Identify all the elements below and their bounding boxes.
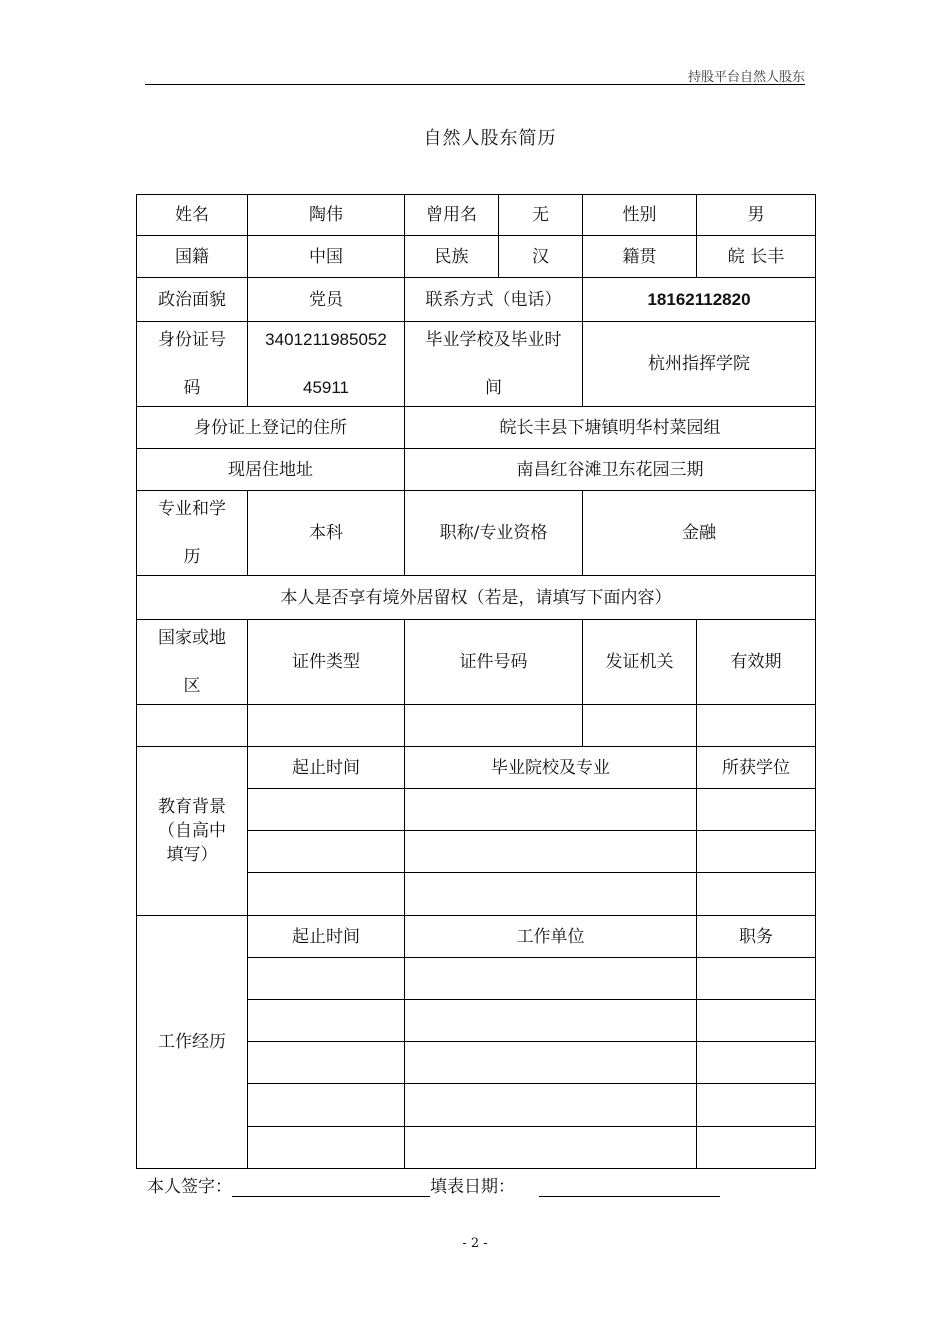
major-label-line2: 历 (183, 547, 201, 567)
empty-cell[interactable] (137, 705, 248, 747)
empty-cell[interactable] (248, 1127, 405, 1169)
school-label (405, 322, 583, 407)
empty-cell[interactable] (405, 1127, 697, 1169)
fill-date-label: 填表日期： (430, 1177, 515, 1197)
issuer-label: 发证机关 (583, 620, 697, 705)
empty-cell[interactable] (405, 1000, 697, 1042)
empty-cell[interactable] (697, 873, 816, 916)
nationality-label: 国籍 (137, 236, 248, 278)
origin-value: 皖 长丰 (697, 236, 816, 278)
document-title: 自然人股东简历 (423, 128, 557, 149)
page-number: - 2 - (462, 1236, 488, 1251)
resume-form (136, 194, 816, 1169)
residence-question: 本人是否享有境外居留权（若是，请填写下面内容） (137, 576, 816, 620)
education-period-header: 起止时间 (248, 747, 405, 789)
education-label-line3: 填写） (166, 845, 218, 865)
cert-type-label: 证件类型 (248, 620, 405, 705)
row-current-address (137, 449, 816, 491)
registered-address-value: 皖长丰县下塘镇明华村菜园组 (405, 407, 816, 449)
country-label-line2: 区 (183, 676, 201, 696)
row-basic-1 (137, 195, 816, 236)
empty-cell[interactable] (405, 958, 697, 1000)
empty-cell[interactable] (248, 789, 405, 831)
id-label (137, 322, 248, 407)
empty-cell[interactable] (248, 831, 405, 873)
school-value: 杭州指挥学院 (583, 322, 816, 407)
current-address-label: 现居住地址 (137, 449, 405, 491)
empty-cell[interactable] (697, 705, 816, 747)
empty-cell[interactable] (405, 1042, 697, 1084)
validity-label: 有效期 (697, 620, 816, 705)
signature-line (147, 1172, 720, 1197)
education-school-header: 毕业院校及专业 (405, 747, 697, 789)
registered-address-label: 身份证上登记的住所 (137, 407, 405, 449)
empty-cell[interactable] (697, 831, 816, 873)
row-residence-question (137, 576, 816, 620)
empty-cell[interactable] (697, 1127, 816, 1169)
former-name-label: 曾用名 (405, 195, 499, 236)
country-label (137, 620, 248, 705)
education-label-line2: （自高中 (158, 821, 226, 841)
empty-cell[interactable] (248, 705, 405, 747)
major-label-line1: 专业和学 (158, 499, 226, 519)
former-name-value: 无 (499, 195, 583, 236)
major-label (137, 491, 248, 576)
id-label-line1: 身份证号 (158, 330, 226, 350)
empty-cell[interactable] (405, 789, 697, 831)
nationality-value: 中国 (248, 236, 405, 278)
empty-cell[interactable] (697, 1042, 816, 1084)
signature-label: 本人签字： (147, 1177, 232, 1197)
id-value (248, 322, 405, 407)
country-label-line1: 国家或地 (158, 628, 226, 648)
gender-label: 性别 (583, 195, 697, 236)
ethnicity-value: 汉 (499, 236, 583, 278)
origin-label: 籍贯 (583, 236, 697, 278)
id-value-line1: 3401211985052 (265, 330, 387, 349)
name-value: 陶伟 (248, 195, 405, 236)
row-registered-address (137, 407, 816, 449)
school-label-line1: 毕业学校及毕业时 (425, 330, 562, 350)
signature-field[interactable] (232, 1176, 430, 1197)
work-header-row (137, 916, 816, 958)
ethnicity-label: 民族 (405, 236, 499, 278)
education-header-row (137, 747, 816, 789)
current-address-value: 南昌红谷滩卫东花园三期 (405, 449, 816, 491)
gender-value: 男 (697, 195, 816, 236)
work-history-label: 工作经历 (137, 916, 248, 1169)
politics-value: 党员 (248, 278, 405, 322)
id-label-line2: 码 (183, 378, 201, 398)
name-label: 姓名 (137, 195, 248, 236)
empty-cell[interactable] (248, 958, 405, 1000)
education-label-line1: 教育背景 (158, 797, 226, 817)
row-politics (137, 278, 816, 322)
work-position-header: 职务 (697, 916, 816, 958)
professional-title-value: 金融 (583, 491, 816, 576)
row-basic-2 (137, 236, 816, 278)
empty-cell[interactable] (697, 789, 816, 831)
work-employer-header: 工作单位 (405, 916, 697, 958)
contact-label: 联系方式（电话） (405, 278, 583, 322)
empty-cell[interactable] (248, 1042, 405, 1084)
professional-title-label: 职称/专业资格 (405, 491, 583, 576)
empty-cell[interactable] (697, 958, 816, 1000)
major-value: 本科 (248, 491, 405, 576)
empty-cell[interactable] (405, 705, 583, 747)
empty-cell[interactable] (583, 705, 697, 747)
empty-cell[interactable] (697, 1000, 816, 1042)
empty-cell[interactable] (405, 873, 697, 916)
work-period-header: 起止时间 (248, 916, 405, 958)
empty-cell[interactable] (697, 1084, 816, 1127)
empty-cell[interactable] (405, 1084, 697, 1127)
school-label-line2: 间 (485, 378, 502, 398)
row-major (137, 491, 816, 576)
id-value-line2: 45911 (302, 378, 349, 397)
education-label (137, 747, 248, 916)
education-degree-header: 所获学位 (697, 747, 816, 789)
empty-cell[interactable] (248, 1084, 405, 1127)
header-rule (145, 84, 805, 85)
contact-value: 18162112820 (583, 278, 816, 322)
row-residence-header (137, 620, 816, 705)
politics-label: 政治面貌 (137, 278, 248, 322)
fill-date-field[interactable] (539, 1176, 720, 1197)
row-id (137, 322, 816, 407)
empty-cell[interactable] (248, 1000, 405, 1042)
cert-number-label: 证件号码 (405, 620, 583, 705)
empty-cell[interactable] (248, 873, 405, 916)
page-header: 持股平台自然人股东 (687, 70, 805, 85)
empty-cell[interactable] (405, 831, 697, 873)
residence-empty-row (137, 705, 816, 747)
